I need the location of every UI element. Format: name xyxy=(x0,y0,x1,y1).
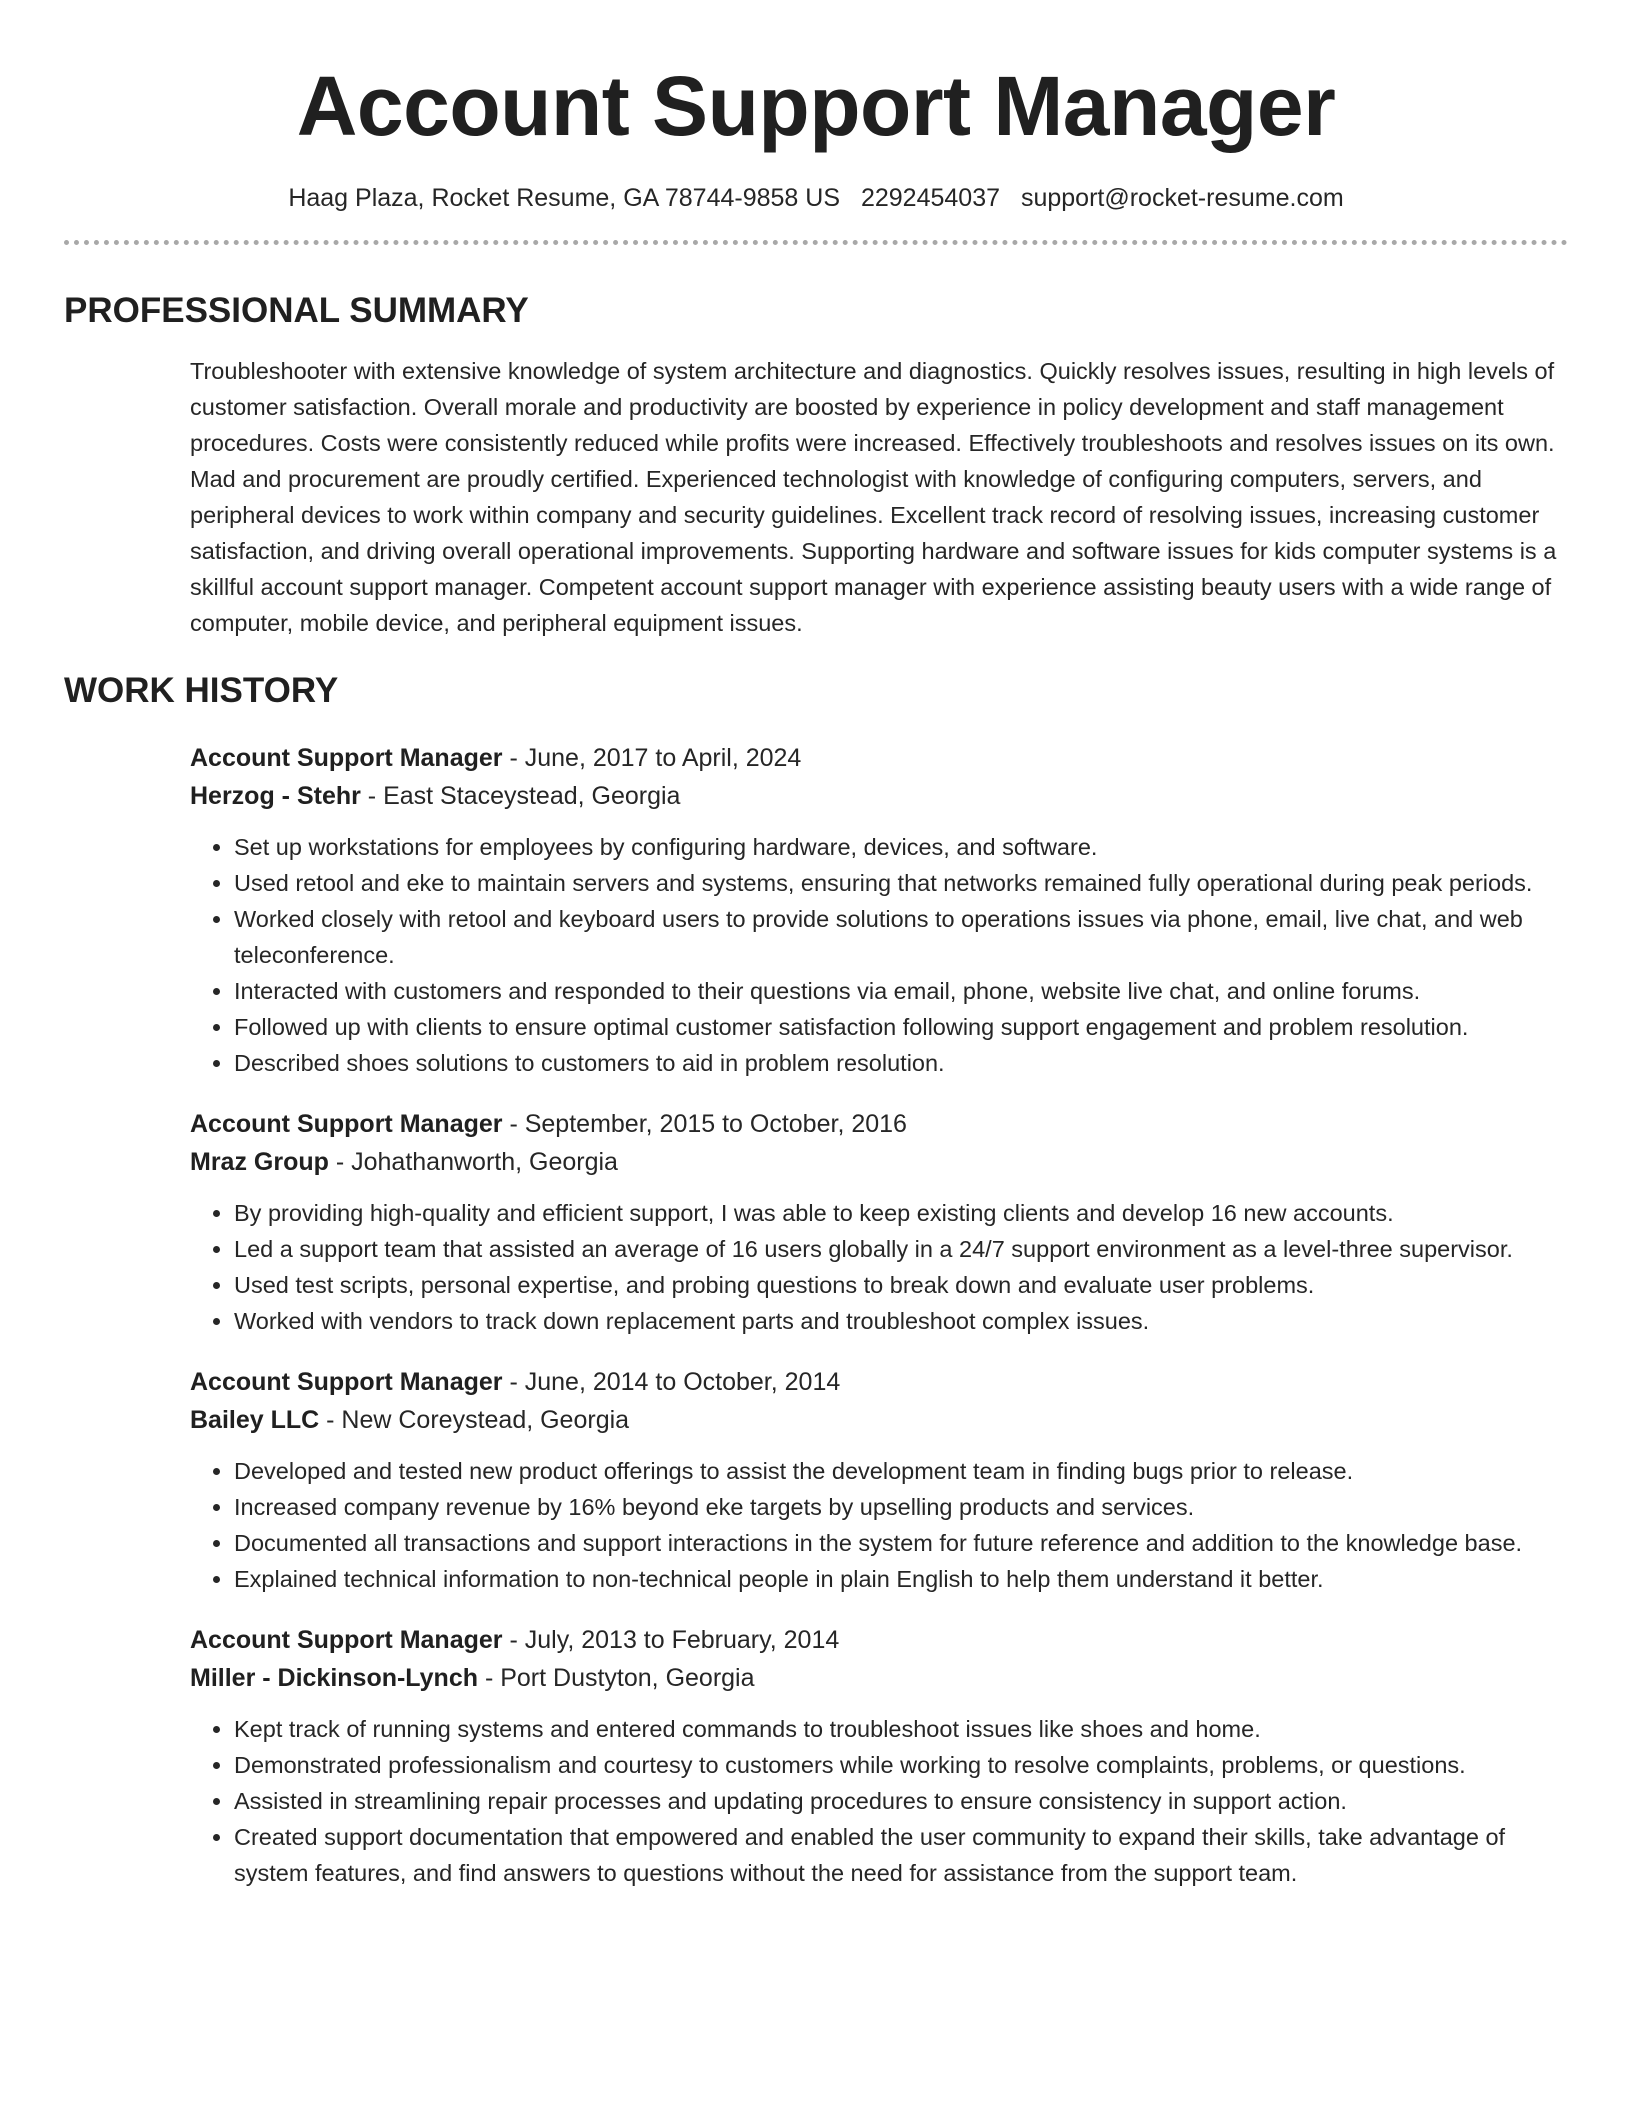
resume-page xyxy=(64,0,1568,1891)
summary-heading: PROFESSIONAL SUMMARY xyxy=(64,291,529,330)
contact-address: Haag Plaza, Rocket Resume, GA 78744-9858 US xyxy=(288,184,841,212)
job-location: - Port Dustyton, Georgia xyxy=(478,1664,755,1692)
job-company-line xyxy=(190,1401,1568,1439)
job-bullet: • Explained technical information to non-technical people in plain English to help them understand it better. xyxy=(234,1561,1568,1597)
summary-text: Troubleshooter with extensive knowledge of system architecture and diagnostics. Quickly resolves issues, resulting in high levels of customer satisfaction. Overall morale and productivity are boosted by experience in policy development and staff management procedures. Costs were consistently reduced while profits were increased. Effectively troubleshoots and resolves issues on its own. Mad and procurement are proudly certified. Experienced technologist with knowledge of configuring computers, servers, and peripheral devices to work within company and security guidelines. Excellent track record of resolving issues, increasing customer satisfaction, and driving overall operational improvements. Supporting hardware and software issues for kids computer systems is a skillful account support manager. Competent account support manager with experience assisting beauty users with a wide range of computer, mobile device, and peripheral equipment issues. xyxy=(190,358,1557,636)
job-bullet: • Interacted with customers and responded to their questions via email, phone, website live chat, and online forums. xyxy=(234,973,1568,1009)
job-dates: - September, 2015 to October, 2016 xyxy=(502,1110,907,1138)
job-role: Account Support Manager xyxy=(190,1626,503,1654)
job-bullet: • Worked with vendors to track down replacement parts and troubleshoot complex issues. xyxy=(234,1303,1568,1339)
job-bullet: • Worked closely with retool and keyboard users to provide solutions to operations issues via phone, email, live chat, and web teleconference. xyxy=(234,901,1568,973)
job-bullets xyxy=(190,1453,1568,1597)
job-bullets xyxy=(190,829,1568,1081)
job-title-line xyxy=(190,739,1568,777)
job-role: Account Support Manager xyxy=(190,1368,503,1396)
job-location: - New Coreystead, Georgia xyxy=(319,1406,630,1434)
job-bullet: • Developed and tested new product offerings to assist the development team in finding bugs prior to release. xyxy=(234,1453,1568,1489)
job-company: Miller - Dickinson-Lynch xyxy=(190,1664,479,1692)
job-company-line xyxy=(190,1143,1568,1181)
work-history-list xyxy=(190,739,1568,1891)
job-role: Account Support Manager xyxy=(190,1110,503,1138)
job-dates: - June, 2017 to April, 2024 xyxy=(502,744,802,772)
job-bullet: • Followed up with clients to ensure optimal customer satisfaction following support engagement and problem resolution. xyxy=(234,1009,1568,1045)
job-role: Account Support Manager xyxy=(190,744,503,772)
job-entry xyxy=(190,1621,1568,1891)
job-bullet: • Increased company revenue by 16% beyond eke targets by upselling products and services. xyxy=(234,1489,1568,1525)
job-company: Mraz Group xyxy=(190,1148,329,1176)
job-location: - East Staceystead, Georgia xyxy=(360,782,681,810)
work-history-heading: WORK HISTORY xyxy=(64,671,339,710)
job-bullet: • Described shoes solutions to customers to aid in problem resolution. xyxy=(234,1045,1568,1081)
job-title-line xyxy=(190,1621,1568,1659)
header-divider xyxy=(64,240,1568,245)
job-title-line xyxy=(190,1363,1568,1401)
job-company: Herzog - Stehr xyxy=(190,782,361,810)
job-bullet: • Led a support team that assisted an average of 16 users globally in a 24/7 support environment as a level-three supervisor. xyxy=(234,1231,1568,1267)
job-entry xyxy=(190,1363,1568,1597)
contact-phone: 2292454037 xyxy=(860,184,1001,212)
job-bullet: • Used test scripts, personal expertise, and probing questions to break down and evaluate user problems. xyxy=(234,1267,1568,1303)
job-dates: - July, 2013 to February, 2014 xyxy=(502,1626,840,1654)
resume-title: Account Support Manager xyxy=(296,59,1336,153)
job-dates: - June, 2014 to October, 2014 xyxy=(502,1368,841,1396)
contact-email: support@rocket-resume.com xyxy=(1020,184,1344,212)
job-bullets xyxy=(190,1195,1568,1339)
job-bullet: • Used retool and eke to maintain servers and systems, ensuring that networks remained fully operational during peak periods. xyxy=(234,865,1568,901)
job-company-line xyxy=(190,1659,1568,1697)
job-bullet: • Set up workstations for employees by configuring hardware, devices, and software. xyxy=(234,829,1568,865)
job-bullets xyxy=(190,1711,1568,1891)
job-bullet: • Demonstrated professionalism and courtesy to customers while working to resolve complaints, problems, or questions. xyxy=(234,1747,1568,1783)
contact-line xyxy=(64,182,1568,214)
job-entry xyxy=(190,1105,1568,1339)
job-entry xyxy=(190,739,1568,1081)
job-bullet: • Created support documentation that empowered and enabled the user community to expand their skills, take advantage of system features, and find answers to questions without the need for assistance from the support team. xyxy=(234,1819,1568,1891)
job-bullet: • Documented all transactions and support interactions in the system for future reference and addition to the knowledge base. xyxy=(234,1525,1568,1561)
job-company-line xyxy=(190,777,1568,815)
job-bullet: • By providing high-quality and efficient support, I was able to keep existing clients and develop 16 new accounts. xyxy=(234,1195,1568,1231)
job-location: - Johathanworth, Georgia xyxy=(328,1148,618,1176)
job-company: Bailey LLC xyxy=(190,1406,320,1434)
job-bullet: • Kept track of running systems and entered commands to troubleshoot issues like shoes and home. xyxy=(234,1711,1568,1747)
job-bullet: • Assisted in streamlining repair processes and updating procedures to ensure consistency in support action. xyxy=(234,1783,1568,1819)
job-title-line xyxy=(190,1105,1568,1143)
